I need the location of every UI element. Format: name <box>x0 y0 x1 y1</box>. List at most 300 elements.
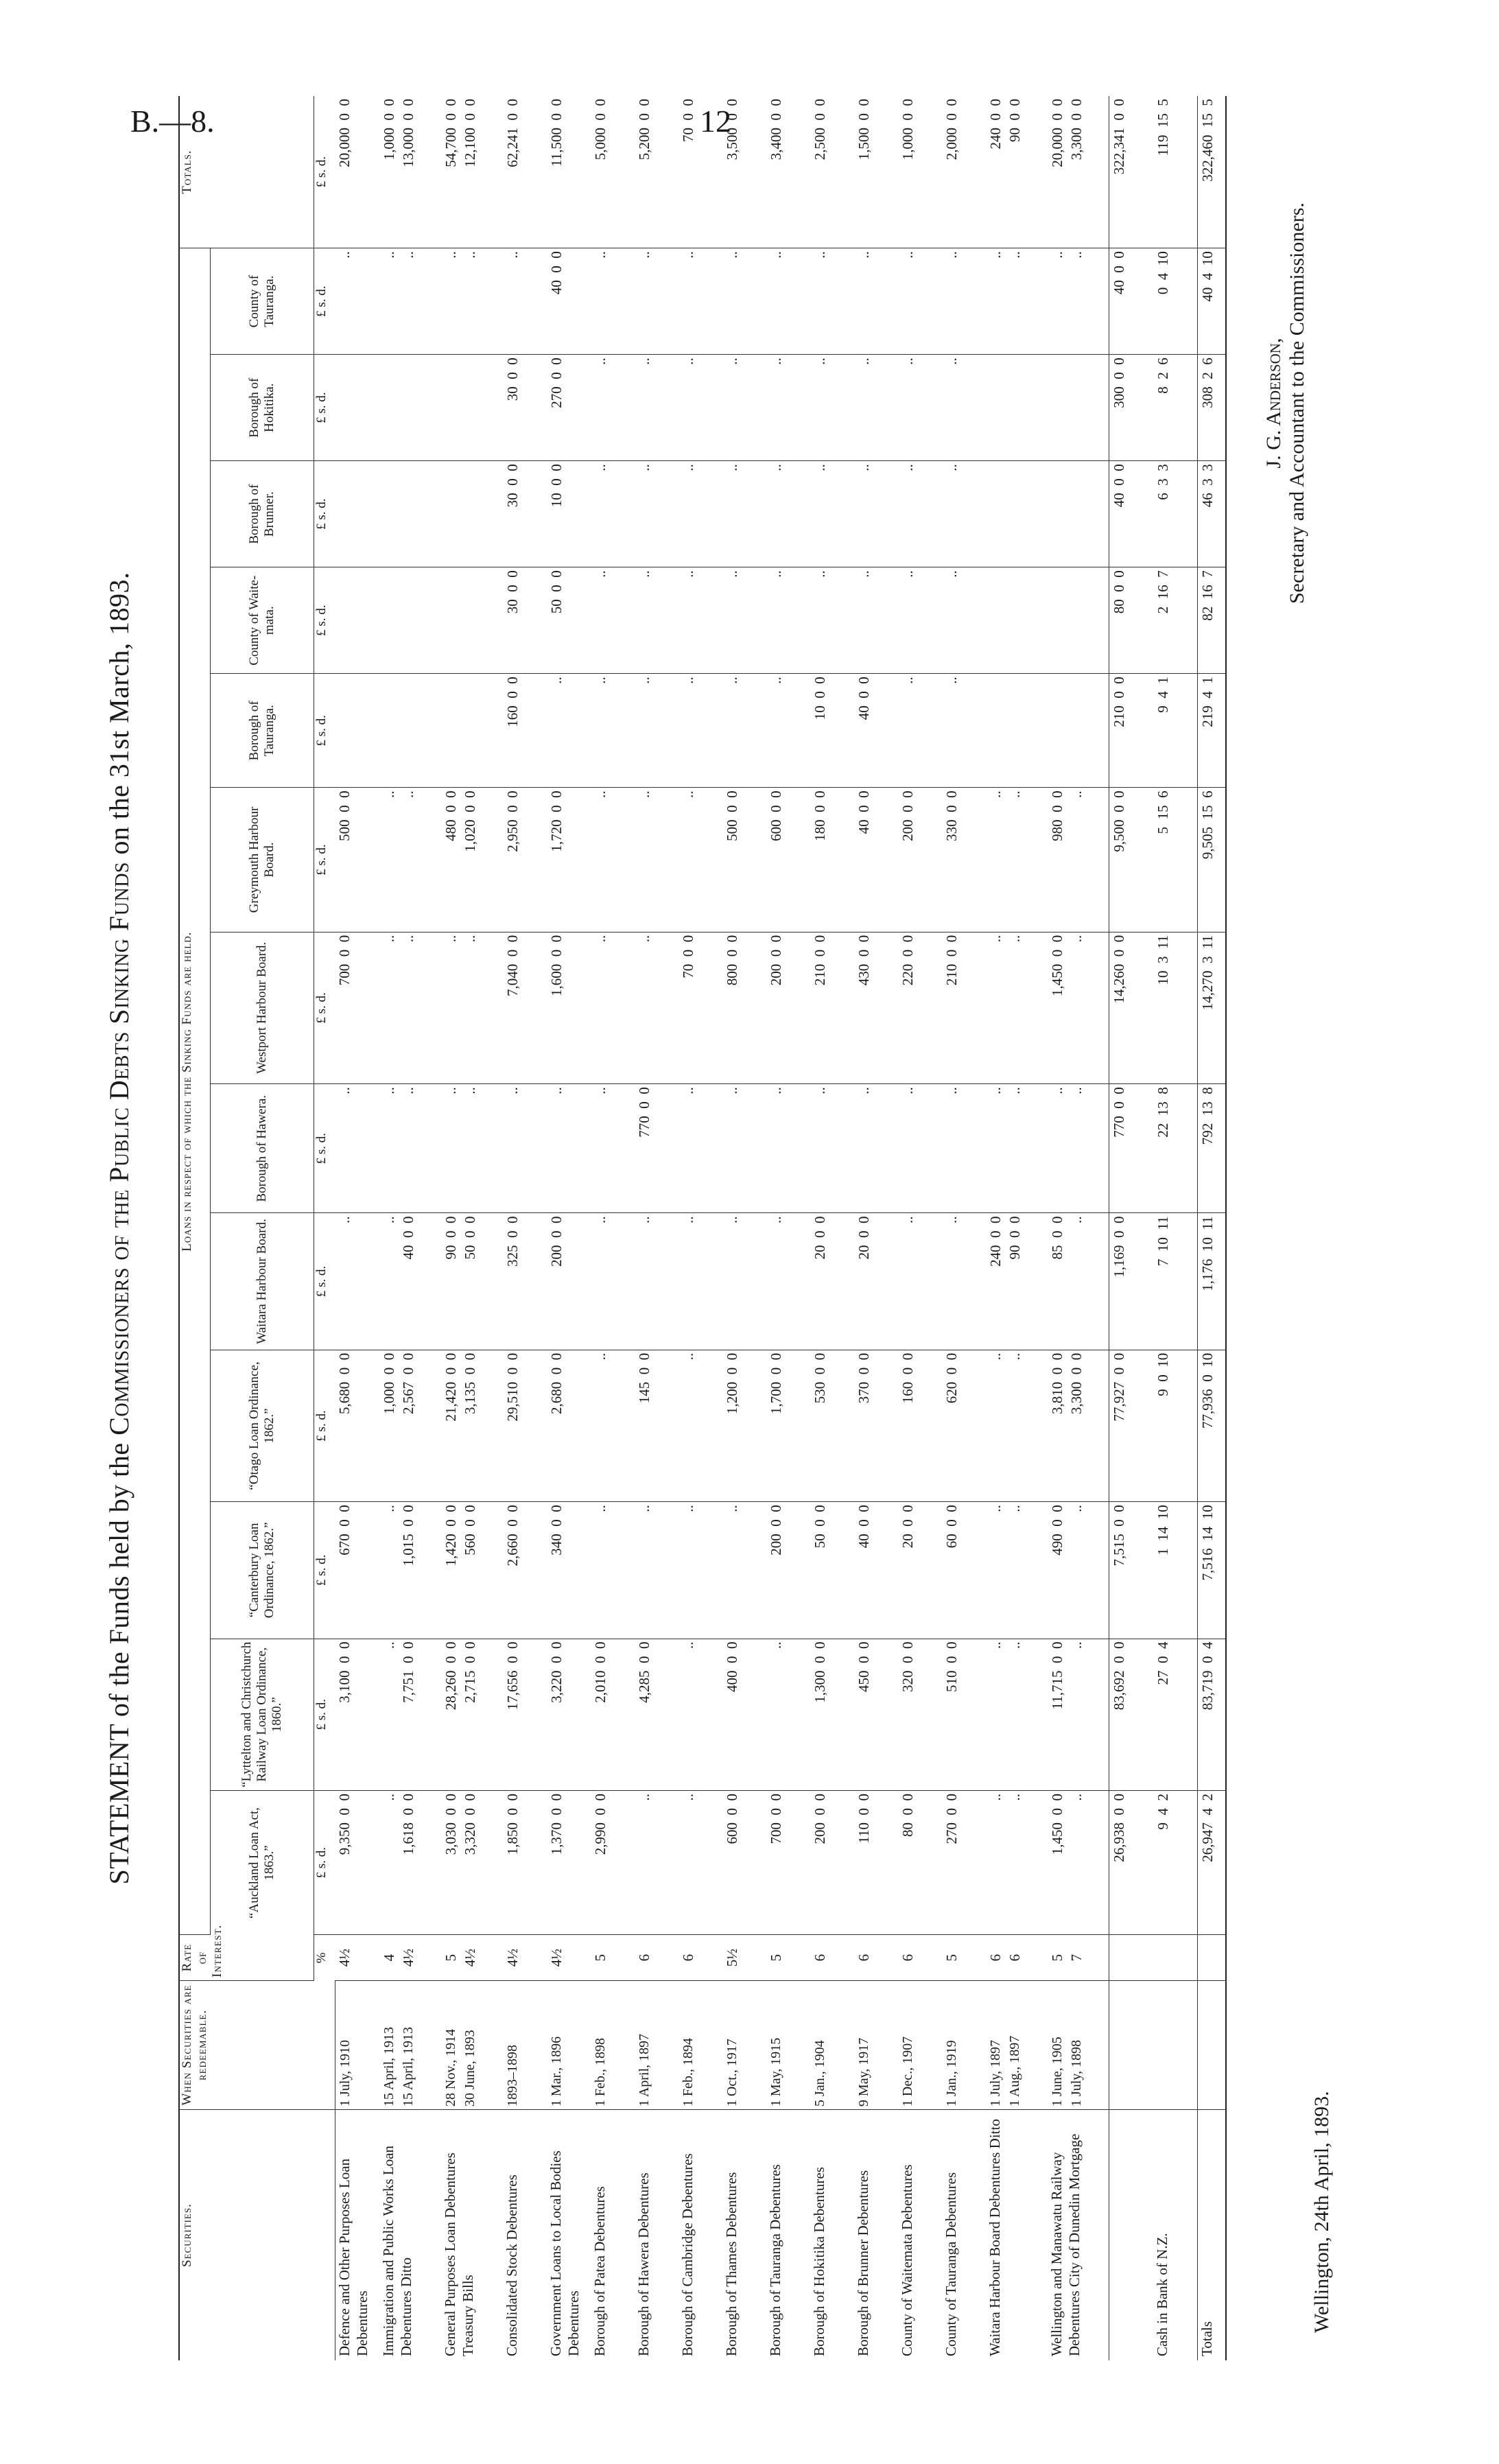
fund-amount-cell: .. <box>898 674 942 788</box>
header-unit: £ s. d. <box>314 1350 335 1501</box>
header-unit: £ s. d. <box>314 1791 335 1935</box>
fund-amount-cell: 430 0 0 <box>854 932 898 1083</box>
fund-amount-cell: .. .. <box>441 1084 503 1213</box>
fund-amount-cell: .. <box>854 461 898 567</box>
rate-cell: 6 <box>854 1935 898 1980</box>
header-securities: Securities. <box>179 2110 335 2360</box>
redeemable-cell: 1 July, 1897 1 Aug., 1897 <box>986 1980 1048 2109</box>
rate-cell: 4½ <box>547 1935 591 1980</box>
totals-cell: 14,270 3 11 <box>1198 932 1227 1083</box>
fund-amount-cell <box>441 355 503 461</box>
fund-amount-cell: 210 0 0 <box>942 932 986 1083</box>
rate-cell: 4 4½ <box>379 1935 441 1980</box>
cash-cell: 5 15 6 <box>1153 788 1198 932</box>
fund-amount-cell: 3,030 0 0 3,320 0 0 <box>441 1791 503 1935</box>
header-fund: Borough of Brunner. <box>211 461 314 567</box>
fund-amount-cell <box>1048 355 1109 461</box>
fund-amount-cell: .. <box>678 674 722 788</box>
fund-amount-cell: .. <box>722 567 766 674</box>
fund-amount-cell <box>379 355 441 461</box>
fund-amount-cell: .. <box>591 1084 635 1213</box>
row-total-cell: 70 0 0 <box>678 96 722 248</box>
fund-amount-cell: 620 0 0 <box>942 1350 986 1501</box>
row-total-cell: 3,500 0 0 <box>722 96 766 248</box>
document-reference: B.—8. <box>130 104 215 139</box>
security-cell: Borough of Hawera Debentures <box>635 2172 652 2356</box>
redeemable-cell: 28 Nov., 1914 30 June, 1893 <box>441 1980 503 2109</box>
table-row <box>635 96 678 2360</box>
fund-amount-cell: 30 0 0 <box>503 567 547 674</box>
cash-cell: 6 3 3 <box>1153 461 1198 567</box>
rate-cell: 4½ <box>335 1935 379 1980</box>
fund-amount-cell: .. <box>942 674 986 788</box>
sinking-funds-table <box>178 96 1227 2360</box>
header-fund: County of Tauranga. <box>211 248 314 355</box>
subtotal-cell: 40 0 0 <box>1109 461 1154 567</box>
fund-amount-cell: 600 0 0 <box>722 1791 766 1935</box>
fund-amount-cell: .. <box>898 355 942 461</box>
fund-amount-cell: 85 0 0 .. <box>1048 1213 1109 1350</box>
fund-amount-cell: 200 0 0 <box>898 788 942 932</box>
redeemable-cell: 1 April, 1897 <box>635 1980 678 2109</box>
fund-amount-cell: .. <box>854 1084 898 1213</box>
header-fund: Borough of Hawera. <box>211 1084 314 1213</box>
header-unit: £ s. d. <box>314 1639 335 1790</box>
fund-amount-cell: .. <box>722 355 766 461</box>
fund-amount-cell: 400 0 0 <box>722 1639 766 1790</box>
redeemable-cell: 1 July, 1910 <box>335 1980 379 2109</box>
fund-amount-cell: 240 0 0 90 0 0 <box>986 1213 1048 1350</box>
fund-amount-cell: .. <box>766 674 810 788</box>
fund-amount-cell: .. <box>335 1084 379 1213</box>
totals-row <box>1198 96 1227 2360</box>
rate-cell: 6 <box>898 1935 942 1980</box>
totals-cell: 40 4 10 <box>1198 248 1227 355</box>
fund-amount-cell: .. <box>678 1213 722 1350</box>
fund-amount-cell: 1,300 0 0 <box>810 1639 854 1790</box>
rate-cell: 6 <box>635 1935 678 1980</box>
fund-amount-cell: 320 0 0 <box>898 1639 942 1790</box>
fund-amount-cell <box>335 461 379 567</box>
subtotal-cell: 80 0 0 <box>1109 567 1154 674</box>
table-row <box>942 96 986 2360</box>
cash-row <box>1153 96 1198 2360</box>
table-row <box>854 96 898 2360</box>
header-fund: Westport Harbour Board. <box>211 932 314 1083</box>
subtotal-when <box>1109 1980 1154 2109</box>
fund-amount-cell: 770 0 0 <box>635 1084 678 1213</box>
fund-amount-cell: 670 0 0 <box>335 1502 379 1639</box>
fund-amount-cell <box>441 461 503 567</box>
fund-amount-cell: 1,850 0 0 <box>503 1791 547 1935</box>
fund-amount-cell: .. <box>591 355 635 461</box>
fund-amount-cell <box>441 567 503 674</box>
subtotal-cell: 40 0 0 <box>1109 248 1154 355</box>
security-cell: Borough of Brunner Debentures <box>854 2170 871 2356</box>
fund-amount-cell: 220 0 0 <box>898 932 942 1083</box>
fund-amount-cell: 7,040 0 0 <box>503 932 547 1083</box>
fund-amount-cell: .. <box>810 355 854 461</box>
fund-amount-cell: .. <box>678 1350 722 1501</box>
subtotal-rate <box>1109 1935 1154 1980</box>
table-row <box>335 96 379 2360</box>
totals-cell: 46 3 3 <box>1198 461 1227 567</box>
row-total-cell: 2,500 0 0 <box>810 96 854 248</box>
security-cell: County of Waitemata Debentures <box>898 2164 915 2356</box>
fund-amount-cell: .. <box>722 1502 766 1639</box>
security-cell: General Purposes Loan Debentures Treasury Bills <box>441 2152 476 2356</box>
fund-amount-cell: .. <box>635 1213 678 1350</box>
cash-cell: 9 4 1 <box>1153 674 1198 788</box>
fund-amount-cell: 1,720 0 0 <box>547 788 591 932</box>
fund-amount-cell: 3,100 0 0 <box>335 1639 379 1790</box>
totals-rate <box>1198 1935 1227 1980</box>
fund-amount-cell: .. <box>722 461 766 567</box>
header-fund: “Auckland Loan Act, 1863.” <box>211 1791 314 1935</box>
fund-amount-cell: 1,700 0 0 <box>766 1350 810 1501</box>
table-row <box>986 96 1048 2360</box>
cash-total: 119 15 5 <box>1153 96 1198 248</box>
subtotal-cell: 1,169 0 0 <box>1109 1213 1154 1350</box>
fund-amount-cell: 180 0 0 <box>810 788 854 932</box>
header-unit: £ s. d. <box>314 1213 335 1350</box>
fund-amount-cell: 11,715 0 0 .. <box>1048 1639 1109 1790</box>
title-suffix: on the 31st March, 1893. <box>104 572 134 855</box>
fund-amount-cell: 3,810 0 0 3,300 0 0 <box>1048 1350 1109 1501</box>
table-row <box>379 96 441 2360</box>
fund-amount-cell: 5,680 0 0 <box>335 1350 379 1501</box>
place-and-date: Wellington, 24th April, 1893. <box>1310 2091 1333 2333</box>
fund-amount-cell: 10 0 0 <box>810 674 854 788</box>
header-unit: £ s. d. <box>314 355 335 461</box>
fund-amount-cell: .. <box>766 355 810 461</box>
rate-cell: 4½ <box>503 1935 547 1980</box>
fund-amount-cell: .. <box>898 567 942 674</box>
fund-amount-cell: 490 0 0 .. <box>1048 1502 1109 1639</box>
fund-amount-cell: 370 0 0 <box>854 1350 898 1501</box>
fund-amount-cell: .. <box>722 674 766 788</box>
fund-amount-cell: 1,450 0 0 .. <box>1048 1791 1109 1935</box>
fund-amount-cell <box>379 674 441 788</box>
fund-amount-cell: .. <box>898 248 942 355</box>
fund-amount-cell: .. .. <box>379 1084 441 1213</box>
security-cell: Wellington and Manawatu Railway Debentures City of Dunedin Mortgage <box>1048 2133 1083 2356</box>
fund-amount-cell: 330 0 0 <box>942 788 986 932</box>
row-total-cell: 3,400 0 0 <box>766 96 810 248</box>
rate-cell: 5 4½ <box>441 1935 503 1980</box>
fund-amount-cell: 1,200 0 0 <box>722 1350 766 1501</box>
subtotal-cell: 7,515 0 0 <box>1109 1502 1154 1639</box>
totals-label: Totals <box>1198 2110 1227 2360</box>
fund-amount-cell: .. <box>591 788 635 932</box>
redeemable-cell: 1 Mar., 1896 <box>547 1980 591 2109</box>
fund-amount-cell: .. <box>635 355 678 461</box>
rate-cell: 5 <box>591 1935 635 1980</box>
row-total-cell: 2,000 0 0 <box>942 96 986 248</box>
redeemable-cell: 1 Jan., 1919 <box>942 1980 986 2109</box>
fund-amount-cell: 40 0 0 <box>854 674 898 788</box>
fund-amount-cell: .. <box>898 461 942 567</box>
fund-amount-cell: .. <box>635 248 678 355</box>
fund-amount-cell: .. <box>591 1213 635 1350</box>
fund-amount-cell: .. <box>722 248 766 355</box>
fund-amount-cell <box>986 567 1048 674</box>
fund-amount-cell: 9,350 0 0 <box>335 1791 379 1935</box>
fund-amount-cell <box>335 674 379 788</box>
fund-amount-cell: 2,950 0 0 <box>503 788 547 932</box>
fund-amount-cell <box>1048 674 1109 788</box>
fund-amount-cell <box>441 674 503 788</box>
fund-amount-cell: .. <box>810 248 854 355</box>
totals-cell: 1,176 10 11 <box>1198 1213 1227 1350</box>
fund-amount-cell: 1,370 0 0 <box>547 1791 591 1935</box>
header-fund: “Lyttelton and Christchurch Railway Loan Ordinance, 1860.” <box>211 1639 314 1790</box>
totals-cell: 308 2 6 <box>1198 355 1227 461</box>
fund-amount-cell: .. <box>503 1084 547 1213</box>
fund-amount-cell: 200 0 0 <box>810 1791 854 1935</box>
fund-amount-cell: .. 1,618 0 0 <box>379 1791 441 1935</box>
row-total-cell: 5,200 0 0 <box>635 96 678 248</box>
fund-amount-cell: 270 0 0 <box>942 1791 986 1935</box>
fund-amount-cell: .. <box>678 788 722 932</box>
fund-amount-cell: 530 0 0 <box>810 1350 854 1501</box>
fund-amount-cell: 800 0 0 <box>722 932 766 1083</box>
table-row <box>1048 96 1109 2360</box>
cash-cell: 8 2 6 <box>1153 355 1198 461</box>
row-total-cell: 5,000 0 0 <box>591 96 635 248</box>
fund-amount-cell: 1,420 0 0 560 0 0 <box>441 1502 503 1639</box>
cash-rate <box>1153 1935 1198 1980</box>
security-cell: Borough of Patea Debentures <box>591 2186 608 2356</box>
fund-amount-cell: 80 0 0 <box>898 1791 942 1935</box>
fund-amount-cell: .. <box>591 248 635 355</box>
row-total-cell: 11,500 0 0 <box>547 96 591 248</box>
fund-amount-cell: 700 0 0 <box>335 932 379 1083</box>
header-fund: Waitara Harbour Board. <box>211 1213 314 1350</box>
header-unit: £ s. d. <box>314 674 335 788</box>
fund-amount-cell <box>986 461 1048 567</box>
fund-amount-cell: .. 7,751 0 0 <box>379 1639 441 1790</box>
subtotal-cell: 26,938 0 0 <box>1109 1791 1154 1935</box>
fund-amount-cell: 200 0 0 <box>547 1213 591 1350</box>
header-unit: £ s. d. <box>314 932 335 1083</box>
header-unit: £ s. d. <box>314 461 335 567</box>
cash-cell: 7 10 11 <box>1153 1213 1198 1350</box>
fund-amount-cell: .. <box>591 1502 635 1639</box>
fund-amount-cell: 60 0 0 <box>942 1502 986 1639</box>
signatory-office: Secretary and Accountant to the Commissioners. <box>1286 202 1308 604</box>
header-fund: “Canterbury Loan Ordinance, 1862.” <box>211 1502 314 1639</box>
row-total-cell: 1,000 0 0 13,000 0 0 <box>379 96 441 248</box>
fund-amount-cell <box>335 567 379 674</box>
cash-cell: 22 13 8 <box>1153 1084 1198 1213</box>
fund-amount-cell: 2,010 0 0 <box>591 1639 635 1790</box>
rate-cell: 6 <box>810 1935 854 1980</box>
security-cell: Borough of Tauranga Debentures <box>766 2164 783 2356</box>
header-fund: Borough of Hokitika. <box>211 355 314 461</box>
subtotal-cell: 210 0 0 <box>1109 674 1154 788</box>
redeemable-cell: 1 Feb., 1894 <box>678 1980 722 2109</box>
fund-amount-cell: .. <box>678 1084 722 1213</box>
rate-cell: 5 7 <box>1048 1935 1109 1980</box>
header-unit: £ s. d. <box>314 788 335 932</box>
subtotal-total: 322,341 0 0 <box>1109 96 1154 248</box>
header-unit: £ s. d. <box>314 567 335 674</box>
header-when: When Securities are redeemable. <box>179 1980 335 2109</box>
fund-amount-cell: .. <box>854 355 898 461</box>
fund-amount-cell: 40 0 0 <box>854 788 898 932</box>
fund-amount-cell: .. <box>678 461 722 567</box>
fund-amount-cell: .. <box>810 1084 854 1213</box>
rate-cell: 5 <box>942 1935 986 1980</box>
row-total-cell: 54,700 0 0 12,100 0 0 <box>441 96 503 248</box>
subtotal-cell: 770 0 0 <box>1109 1084 1154 1213</box>
fund-amount-cell: 210 0 0 <box>810 932 854 1083</box>
rate-cell: 5 <box>766 1935 810 1980</box>
fund-amount-cell: .. <box>635 1791 678 1935</box>
fund-amount-cell: .. .. <box>379 248 441 355</box>
fund-amount-cell: .. .. <box>986 1350 1048 1501</box>
fund-amount-cell: .. <box>591 674 635 788</box>
totals-cell: 7,516 14 10 <box>1198 1502 1227 1639</box>
table-row <box>722 96 766 2360</box>
fund-amount-cell: 20 0 0 <box>810 1213 854 1350</box>
fund-amount-cell <box>379 461 441 567</box>
subtotal-label <box>1109 2110 1154 2360</box>
fund-amount-cell <box>986 355 1048 461</box>
totals-cell: 26,947 4 2 <box>1198 1791 1227 1935</box>
fund-amount-cell: .. <box>678 1639 722 1790</box>
fund-amount-cell: .. <box>678 248 722 355</box>
redeemable-cell: 1 Oct., 1917 <box>722 1980 766 2109</box>
security-cell: Borough of Cambridge Debentures <box>678 2153 696 2356</box>
fund-amount-cell: 40 0 0 <box>854 1502 898 1639</box>
header-unit: £ s. d. <box>314 248 335 355</box>
fund-amount-cell: .. <box>591 932 635 1083</box>
fund-amount-cell: .. .. <box>1048 248 1109 355</box>
fund-amount-cell: 510 0 0 <box>942 1639 986 1790</box>
fund-amount-cell: .. <box>635 932 678 1083</box>
fund-amount-cell: .. .. <box>986 932 1048 1083</box>
header-fund: Borough of Tauranga. <box>211 674 314 788</box>
fund-amount-cell: 160 0 0 <box>503 674 547 788</box>
grand-total: 322,460 15 5 <box>1198 96 1227 248</box>
fund-amount-cell: 21,420 0 0 3,135 0 0 <box>441 1350 503 1501</box>
fund-amount-cell: 17,656 0 0 <box>503 1639 547 1790</box>
fund-amount-cell: .. <box>898 1213 942 1350</box>
cash-cell: 9 0 10 <box>1153 1350 1198 1501</box>
row-total-cell: 240 0 0 90 0 0 <box>986 96 1048 248</box>
fund-amount-cell: 600 0 0 <box>766 788 810 932</box>
fund-amount-cell: 40 0 0 <box>547 248 591 355</box>
fund-amount-cell: .. <box>635 461 678 567</box>
row-total-cell: 1,000 0 0 <box>898 96 942 248</box>
header-rate: Rate of Interest. <box>179 1935 314 1980</box>
fund-amount-cell: 480 0 0 1,020 0 0 <box>441 788 503 932</box>
fund-amount-cell: .. .. <box>441 248 503 355</box>
fund-amount-cell: .. <box>591 567 635 674</box>
row-total-cell: 1,500 0 0 <box>854 96 898 248</box>
fund-amount-cell: .. <box>547 674 591 788</box>
totals-cell: 219 4 1 <box>1198 674 1227 788</box>
fund-amount-cell: .. <box>591 461 635 567</box>
fund-amount-cell: .. .. <box>986 1084 1048 1213</box>
fund-amount-cell: .. <box>678 355 722 461</box>
fund-amount-cell: .. <box>766 461 810 567</box>
fund-amount-cell <box>379 567 441 674</box>
security-cell: Defence and Other Purposes Loan Debentures <box>335 2158 370 2356</box>
security-cell: Consolidated Stock Debentures <box>503 2174 520 2356</box>
fund-amount-cell: .. <box>635 567 678 674</box>
fund-amount-cell: .. <box>766 1213 810 1350</box>
cash-when <box>1153 1980 1198 2109</box>
fund-amount-cell: .. <box>942 248 986 355</box>
fund-amount-cell: 4,285 0 0 <box>635 1639 678 1790</box>
fund-amount-cell: .. <box>898 1084 942 1213</box>
fund-amount-cell: .. <box>766 248 810 355</box>
security-cell: Government Loans to Local Bodies Debentures <box>547 2150 582 2356</box>
fund-amount-cell: 500 0 0 <box>335 788 379 932</box>
fund-amount-cell: .. <box>810 567 854 674</box>
fund-amount-cell: 110 0 0 <box>854 1791 898 1935</box>
fund-amount-cell: 145 0 0 <box>635 1350 678 1501</box>
title-prefix: STATEMENT of the Funds held by the <box>104 1442 134 1885</box>
fund-amount-cell: 2,660 0 0 <box>503 1502 547 1639</box>
fund-amount-cell: 3,220 0 0 <box>547 1639 591 1790</box>
redeemable-cell: 9 May, 1917 <box>854 1980 898 2109</box>
fund-amount-cell <box>335 355 379 461</box>
rate-cell: 5½ <box>722 1935 766 1980</box>
signatory-name: J. G. Anderson, <box>1262 338 1285 469</box>
fund-amount-cell: .. <box>722 1084 766 1213</box>
fund-amount-cell: .. .. <box>986 1502 1048 1639</box>
page-number: 12 <box>700 104 731 139</box>
table-row <box>766 96 810 2360</box>
redeemable-cell: 1 Dec., 1907 <box>898 1980 942 2109</box>
rate-cell: 6 <box>678 1935 722 1980</box>
fund-amount-cell: 70 0 0 <box>678 932 722 1083</box>
fund-amount-cell: .. <box>678 1502 722 1639</box>
fund-amount-cell: 20 0 0 <box>898 1502 942 1639</box>
table-row <box>503 96 547 2360</box>
fund-amount-cell: .. .. <box>986 1791 1048 1935</box>
signature-block <box>1262 202 1309 604</box>
header-fund: County of Waite- mata. <box>211 567 314 674</box>
row-total-cell: 20,000 0 0 3,300 0 0 <box>1048 96 1109 248</box>
fund-amount-cell <box>986 674 1048 788</box>
fund-amount-cell: 29,510 0 0 <box>503 1350 547 1501</box>
totals-when <box>1198 1980 1227 2109</box>
table-row <box>898 96 942 2360</box>
table-row <box>678 96 722 2360</box>
fund-amount-cell: 20 0 0 <box>854 1213 898 1350</box>
row-total-cell: 62,241 0 0 <box>503 96 547 248</box>
table-row <box>547 96 591 2360</box>
fund-amount-cell: 200 0 0 <box>766 1502 810 1639</box>
redeemable-cell: 1 May, 1915 <box>766 1980 810 2109</box>
fund-amount-cell: 2,990 0 0 <box>591 1791 635 1935</box>
fund-amount-cell: .. 1,015 0 0 <box>379 1502 441 1639</box>
fund-amount-cell: .. <box>854 248 898 355</box>
security-cell: Borough of Hokitika Debentures <box>810 2167 827 2356</box>
header-totals: Totals. <box>179 96 314 248</box>
cash-cell: 9 4 2 <box>1153 1791 1198 1935</box>
fund-amount-cell <box>1048 567 1109 674</box>
fund-amount-cell: .. <box>942 1084 986 1213</box>
header-unit: £ s. d. <box>314 1084 335 1213</box>
totals-cell: 9,505 15 6 <box>1198 788 1227 932</box>
cash-cell: 10 3 11 <box>1153 932 1198 1083</box>
